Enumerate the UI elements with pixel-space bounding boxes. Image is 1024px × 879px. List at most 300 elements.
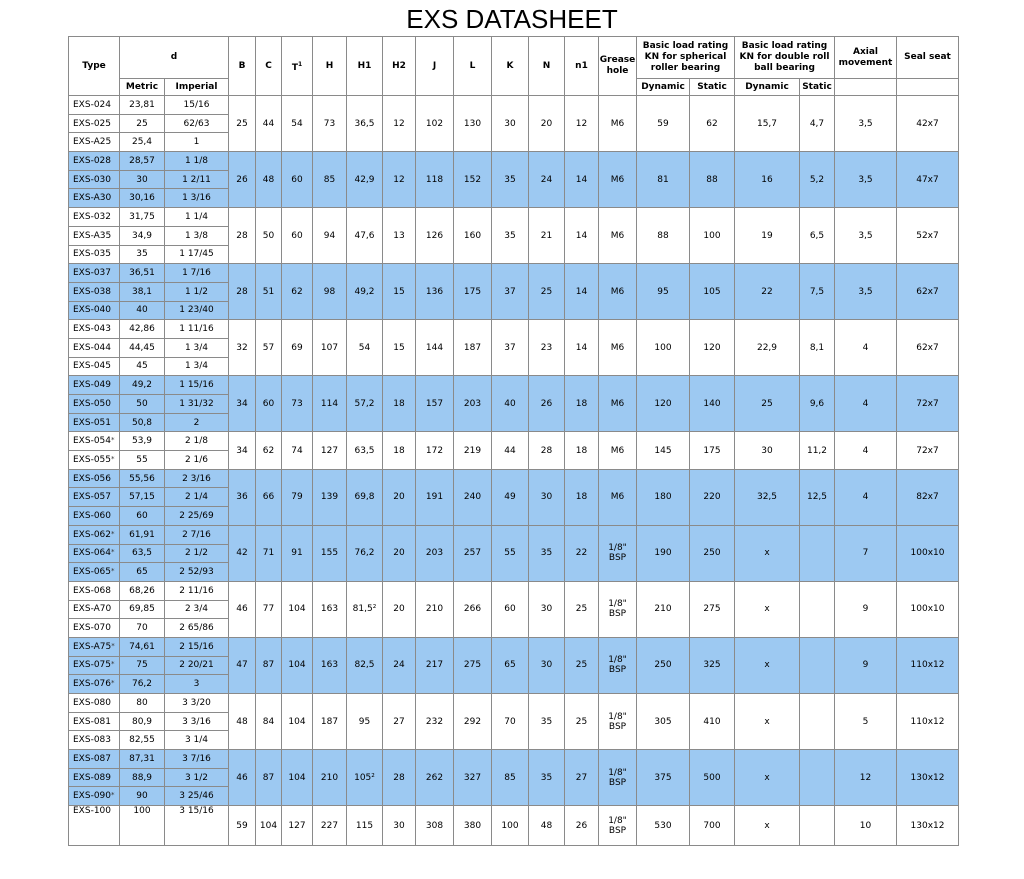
cell-spherical-static: 140 <box>690 376 735 432</box>
cell-type: EXS-051 <box>69 413 120 432</box>
cell-b: 32 <box>229 320 256 376</box>
cell-type: EXS-024 <box>69 96 120 115</box>
cell-h2: 18 <box>383 376 416 432</box>
cell-imperial: 2 11/16 <box>165 581 229 600</box>
cell-h1: 63,5 <box>347 432 383 469</box>
header-b: B <box>229 37 256 96</box>
cell-double-static: 8,1 <box>800 320 835 376</box>
cell-h1: 49,2 <box>347 264 383 320</box>
cell-grease-hole: M6 <box>599 320 637 376</box>
cell-h: 139 <box>313 469 347 525</box>
cell-grease-hole: 1/8" BSP <box>599 637 637 693</box>
cell-c: 51 <box>256 264 282 320</box>
cell-metric: 50,8 <box>120 413 165 432</box>
header-l: L <box>454 37 492 96</box>
cell-double-dynamic: x <box>735 637 800 693</box>
cell-type: EXS-037 <box>69 264 120 283</box>
cell-h2: 15 <box>383 264 416 320</box>
cell-type: EXS-035 <box>69 245 120 264</box>
table-row <box>69 469 959 488</box>
cell-n: 23 <box>529 320 565 376</box>
cell-imperial: 1 3/16 <box>165 189 229 208</box>
cell-h2: 13 <box>383 208 416 264</box>
header-h1: H1 <box>347 37 383 96</box>
cell-n1: 26 <box>565 806 599 846</box>
cell-grease-hole: 1/8" BSP <box>599 581 637 637</box>
page-title: EXS DATASHEET <box>406 4 618 34</box>
cell-type: EXS-070 <box>69 619 120 638</box>
cell-spherical-dynamic: 250 <box>637 637 690 693</box>
footnote-star: * <box>111 567 115 576</box>
cell-n1: 14 <box>565 264 599 320</box>
cell-h2: 28 <box>383 750 416 806</box>
cell-k: 37 <box>492 264 529 320</box>
table-row <box>69 376 959 395</box>
cell-n1: 22 <box>565 525 599 581</box>
cell-h1: 81,5² <box>347 581 383 637</box>
cell-n: 21 <box>529 208 565 264</box>
cell-type: EXS-057 <box>69 488 120 507</box>
cell-spherical-static: 88 <box>690 152 735 208</box>
cell-j: 262 <box>416 750 454 806</box>
cell-spherical-static: 62 <box>690 96 735 152</box>
cell-double-dynamic: 22 <box>735 264 800 320</box>
cell-double-static: 4,7 <box>800 96 835 152</box>
cell-n: 48 <box>529 806 565 846</box>
cell-h: 163 <box>313 581 347 637</box>
cell-c: 50 <box>256 208 282 264</box>
cell-grease-hole: M6 <box>599 469 637 525</box>
cell-j: 172 <box>416 432 454 469</box>
cell-l: 152 <box>454 152 492 208</box>
cell-k: 30 <box>492 96 529 152</box>
cell-metric: 31,75 <box>120 208 165 227</box>
cell-type: EXS-025 <box>69 114 120 133</box>
cell-imperial: 2 15/16 <box>165 637 229 656</box>
cell-n1: 25 <box>565 581 599 637</box>
cell-n1: 14 <box>565 208 599 264</box>
cell-metric: 42,86 <box>120 320 165 339</box>
cell-n1: 12 <box>565 96 599 152</box>
cell-axial-movement: 4 <box>835 376 897 432</box>
cell-metric: 87,31 <box>120 750 165 769</box>
cell-imperial: 1 3/4 <box>165 338 229 357</box>
cell-type: EXS-068 <box>69 581 120 600</box>
cell-imperial: 3 <box>165 675 229 694</box>
cell-imperial: 1 2/11 <box>165 170 229 189</box>
datasheet-table <box>68 36 959 846</box>
cell-n: 28 <box>529 432 565 469</box>
cell-j: 144 <box>416 320 454 376</box>
cell-j: 136 <box>416 264 454 320</box>
cell-grease-hole: M6 <box>599 96 637 152</box>
cell-k: 55 <box>492 525 529 581</box>
cell-imperial: 3 7/16 <box>165 750 229 769</box>
header-spherical-dynamic: Dynamic <box>637 79 690 96</box>
cell-double-dynamic: 16 <box>735 152 800 208</box>
cell-b: 26 <box>229 152 256 208</box>
cell-axial-movement: 9 <box>835 581 897 637</box>
cell-type: EXS-040 <box>69 301 120 320</box>
cell-h1: 115 <box>347 806 383 846</box>
cell-spherical-dynamic: 81 <box>637 152 690 208</box>
cell-seal-seat: 72x7 <box>897 432 959 469</box>
cell-grease-hole: M6 <box>599 208 637 264</box>
cell-metric: 30 <box>120 170 165 189</box>
cell-c: 57 <box>256 320 282 376</box>
cell-b: 28 <box>229 208 256 264</box>
cell-metric: 70 <box>120 619 165 638</box>
cell-imperial: 1 1/4 <box>165 208 229 227</box>
cell-c: 104 <box>256 806 282 846</box>
cell-j: 308 <box>416 806 454 846</box>
footnote-star: * <box>111 679 115 688</box>
cell-metric: 28,57 <box>120 152 165 171</box>
cell-metric: 55,56 <box>120 469 165 488</box>
cell-n: 35 <box>529 525 565 581</box>
cell-k: 60 <box>492 581 529 637</box>
cell-spherical-static: 100 <box>690 208 735 264</box>
cell-axial-movement: 9 <box>835 637 897 693</box>
cell-seal-seat: 100x10 <box>897 581 959 637</box>
header-t: $T^1$ <box>282 37 313 96</box>
cell-metric: 49,2 <box>120 376 165 395</box>
cell-grease-hole: M6 <box>599 264 637 320</box>
cell-type: EXS-065* <box>69 563 120 582</box>
cell-type: EXS-100 <box>69 806 120 846</box>
cell-metric: 63,5 <box>120 544 165 563</box>
header-metric: Metric <box>120 79 165 96</box>
cell-b: 47 <box>229 637 256 693</box>
header-imperial: Imperial <box>165 79 229 96</box>
table-row <box>69 152 959 171</box>
cell-t: 127 <box>282 806 313 846</box>
cell-b: 25 <box>229 96 256 152</box>
cell-h: 94 <box>313 208 347 264</box>
cell-seal-seat: 47x7 <box>897 152 959 208</box>
cell-type: EXS-030 <box>69 170 120 189</box>
table-row <box>69 96 959 115</box>
cell-seal-seat: 42x7 <box>897 96 959 152</box>
cell-type: EXS-043 <box>69 320 120 339</box>
cell-spherical-static: 220 <box>690 469 735 525</box>
footnote-star: * <box>111 660 115 669</box>
cell-k: 65 <box>492 637 529 693</box>
cell-l: 275 <box>454 637 492 693</box>
datasheet-body <box>69 96 959 846</box>
cell-spherical-static: 410 <box>690 694 735 750</box>
header-axial-movement: Axial movement <box>835 37 897 79</box>
cell-imperial: 2 65/86 <box>165 619 229 638</box>
cell-t: 73 <box>282 376 313 432</box>
cell-k: 49 <box>492 469 529 525</box>
cell-h: 163 <box>313 637 347 693</box>
header-n: N <box>529 37 565 96</box>
cell-t: 69 <box>282 320 313 376</box>
cell-k: 35 <box>492 208 529 264</box>
cell-h2: 30 <box>383 806 416 846</box>
cell-b: 59 <box>229 806 256 846</box>
cell-h2: 20 <box>383 581 416 637</box>
cell-seal-seat: 62x7 <box>897 320 959 376</box>
header-n1: n1 <box>565 37 599 96</box>
cell-metric: 44,45 <box>120 338 165 357</box>
cell-metric: 68,26 <box>120 581 165 600</box>
cell-h1: 82,5 <box>347 637 383 693</box>
cell-k: 100 <box>492 806 529 846</box>
cell-imperial: 2 7/16 <box>165 525 229 544</box>
cell-metric: 25,4 <box>120 133 165 152</box>
cell-h1: 105² <box>347 750 383 806</box>
cell-axial-movement: 10 <box>835 806 897 846</box>
cell-imperial: 3 1/4 <box>165 731 229 750</box>
cell-c: 44 <box>256 96 282 152</box>
cell-spherical-static: 105 <box>690 264 735 320</box>
cell-b: 42 <box>229 525 256 581</box>
cell-type: EXS-032 <box>69 208 120 227</box>
cell-seal-seat: 52x7 <box>897 208 959 264</box>
cell-spherical-static: 700 <box>690 806 735 846</box>
cell-k: 44 <box>492 432 529 469</box>
cell-double-dynamic: 30 <box>735 432 800 469</box>
cell-axial-movement: 12 <box>835 750 897 806</box>
footnote-star: * <box>111 436 115 445</box>
cell-spherical-static: 500 <box>690 750 735 806</box>
cell-c: 48 <box>256 152 282 208</box>
cell-grease-hole: 1/8" BSP <box>599 750 637 806</box>
cell-axial-movement: 4 <box>835 469 897 525</box>
cell-l: 257 <box>454 525 492 581</box>
footnote-star: * <box>111 529 115 538</box>
cell-metric: 40 <box>120 301 165 320</box>
cell-t: 104 <box>282 694 313 750</box>
cell-n: 35 <box>529 750 565 806</box>
footnote-star: * <box>111 454 115 463</box>
cell-double-static <box>800 581 835 637</box>
cell-h2: 18 <box>383 432 416 469</box>
cell-imperial: 1 1/2 <box>165 282 229 301</box>
cell-l: 327 <box>454 750 492 806</box>
cell-grease-hole: M6 <box>599 432 637 469</box>
cell-spherical-dynamic: 88 <box>637 208 690 264</box>
cell-k: 85 <box>492 750 529 806</box>
cell-metric: 57,15 <box>120 488 165 507</box>
cell-imperial: 1 17/45 <box>165 245 229 264</box>
cell-type: EXS-060 <box>69 507 120 526</box>
cell-double-static <box>800 525 835 581</box>
cell-metric: 60 <box>120 507 165 526</box>
cell-h1: 47,6 <box>347 208 383 264</box>
cell-imperial: 15/16 <box>165 96 229 115</box>
cell-double-dynamic: 25 <box>735 376 800 432</box>
cell-l: 219 <box>454 432 492 469</box>
cell-h2: 15 <box>383 320 416 376</box>
cell-metric: 75 <box>120 656 165 675</box>
cell-b: 28 <box>229 264 256 320</box>
cell-k: 37 <box>492 320 529 376</box>
cell-metric: 80,9 <box>120 712 165 731</box>
cell-type: EXS-062* <box>69 525 120 544</box>
cell-n1: 18 <box>565 376 599 432</box>
header-load-double: Basic load rating KN for double roll ball bearing <box>735 37 835 79</box>
cell-type: EXS-054* <box>69 432 120 451</box>
cell-h1: 54 <box>347 320 383 376</box>
cell-n: 30 <box>529 469 565 525</box>
cell-t: 104 <box>282 637 313 693</box>
cell-imperial: 2 1/6 <box>165 451 229 470</box>
cell-seal-seat: 130x12 <box>897 806 959 846</box>
cell-type: EXS-A35 <box>69 226 120 245</box>
cell-n1: 18 <box>565 432 599 469</box>
table-row <box>69 432 959 451</box>
cell-imperial: 2 20/21 <box>165 656 229 675</box>
table-row <box>69 320 959 339</box>
cell-double-dynamic: x <box>735 806 800 846</box>
cell-double-dynamic: 22,9 <box>735 320 800 376</box>
cell-spherical-dynamic: 145 <box>637 432 690 469</box>
cell-metric: 90 <box>120 787 165 806</box>
cell-h: 114 <box>313 376 347 432</box>
cell-double-dynamic: x <box>735 581 800 637</box>
cell-type: EXS-A25 <box>69 133 120 152</box>
cell-double-static: 12,5 <box>800 469 835 525</box>
cell-double-dynamic: x <box>735 525 800 581</box>
cell-axial-movement: 3,5 <box>835 264 897 320</box>
cell-t: 54 <box>282 96 313 152</box>
cell-spherical-dynamic: 375 <box>637 750 690 806</box>
cell-spherical-dynamic: 180 <box>637 469 690 525</box>
header-h: H <box>313 37 347 96</box>
cell-imperial: 2 1/2 <box>165 544 229 563</box>
cell-spherical-dynamic: 120 <box>637 376 690 432</box>
cell-seal-seat: 110x12 <box>897 694 959 750</box>
cell-grease-hole: M6 <box>599 376 637 432</box>
cell-type: EXS-083 <box>69 731 120 750</box>
cell-n1: 27 <box>565 750 599 806</box>
cell-metric: 65 <box>120 563 165 582</box>
cell-n: 25 <box>529 264 565 320</box>
cell-c: 84 <box>256 694 282 750</box>
cell-k: 70 <box>492 694 529 750</box>
cell-axial-movement: 5 <box>835 694 897 750</box>
cell-double-static <box>800 694 835 750</box>
cell-imperial: 3 3/16 <box>165 712 229 731</box>
cell-imperial: 2 1/8 <box>165 432 229 451</box>
cell-l: 160 <box>454 208 492 264</box>
cell-axial-movement: 4 <box>835 320 897 376</box>
footnote-star: * <box>111 641 115 650</box>
cell-metric: 53,9 <box>120 432 165 451</box>
cell-seal-seat: 72x7 <box>897 376 959 432</box>
cell-n: 30 <box>529 581 565 637</box>
cell-metric: 82,55 <box>120 731 165 750</box>
cell-h2: 27 <box>383 694 416 750</box>
cell-l: 203 <box>454 376 492 432</box>
cell-t: 74 <box>282 432 313 469</box>
footnote-star: * <box>111 791 115 800</box>
cell-h: 227 <box>313 806 347 846</box>
cell-type: EXS-087 <box>69 750 120 769</box>
header-c: C <box>256 37 282 96</box>
cell-c: 87 <box>256 637 282 693</box>
cell-double-dynamic: x <box>735 694 800 750</box>
header-double-static: Static <box>800 79 835 96</box>
cell-t: 104 <box>282 581 313 637</box>
header-seal-blank <box>897 79 959 96</box>
cell-spherical-dynamic: 100 <box>637 320 690 376</box>
cell-imperial: 3 3/20 <box>165 694 229 713</box>
cell-type: EXS-049 <box>69 376 120 395</box>
cell-c: 71 <box>256 525 282 581</box>
cell-h2: 12 <box>383 152 416 208</box>
cell-j: 126 <box>416 208 454 264</box>
header-type: Type <box>69 37 120 96</box>
cell-seal-seat: 82x7 <box>897 469 959 525</box>
cell-j: 203 <box>416 525 454 581</box>
cell-spherical-static: 325 <box>690 637 735 693</box>
cell-h: 210 <box>313 750 347 806</box>
cell-imperial: 1 7/16 <box>165 264 229 283</box>
cell-type: EXS-076* <box>69 675 120 694</box>
cell-j: 217 <box>416 637 454 693</box>
cell-h2: 20 <box>383 469 416 525</box>
cell-b: 48 <box>229 694 256 750</box>
cell-l: 130 <box>454 96 492 152</box>
cell-imperial: 1 3/8 <box>165 226 229 245</box>
cell-t: 62 <box>282 264 313 320</box>
cell-h1: 42,9 <box>347 152 383 208</box>
table-row <box>69 208 959 227</box>
cell-double-dynamic: x <box>735 750 800 806</box>
cell-b: 34 <box>229 432 256 469</box>
cell-h: 73 <box>313 96 347 152</box>
cell-n1: 14 <box>565 320 599 376</box>
cell-spherical-static: 120 <box>690 320 735 376</box>
cell-type: EXS-050 <box>69 395 120 414</box>
header-spherical-static: Static <box>690 79 735 96</box>
cell-b: 36 <box>229 469 256 525</box>
cell-c: 62 <box>256 432 282 469</box>
cell-double-dynamic: 15,7 <box>735 96 800 152</box>
cell-imperial: 62/63 <box>165 114 229 133</box>
table-row <box>69 264 959 283</box>
cell-double-static <box>800 806 835 846</box>
cell-n1: 18 <box>565 469 599 525</box>
cell-metric: 36,51 <box>120 264 165 283</box>
cell-seal-seat: 110x12 <box>897 637 959 693</box>
cell-n1: 25 <box>565 694 599 750</box>
cell-imperial: 1 11/16 <box>165 320 229 339</box>
cell-h1: 69,8 <box>347 469 383 525</box>
cell-h1: 76,2 <box>347 525 383 581</box>
cell-axial-movement: 4 <box>835 432 897 469</box>
cell-spherical-dynamic: 530 <box>637 806 690 846</box>
cell-type: EXS-038 <box>69 282 120 301</box>
cell-t: 60 <box>282 208 313 264</box>
cell-imperial: 2 52/93 <box>165 563 229 582</box>
cell-type: EXS-044 <box>69 338 120 357</box>
cell-imperial: 1 1/8 <box>165 152 229 171</box>
cell-n1: 25 <box>565 637 599 693</box>
cell-double-static: 11,2 <box>800 432 835 469</box>
cell-imperial: 1 31/32 <box>165 395 229 414</box>
cell-type: EXS-045 <box>69 357 120 376</box>
cell-type: EXS-055* <box>69 451 120 470</box>
cell-j: 232 <box>416 694 454 750</box>
cell-c: 60 <box>256 376 282 432</box>
header-double-dynamic: Dynamic <box>735 79 800 96</box>
table-row <box>69 694 959 713</box>
